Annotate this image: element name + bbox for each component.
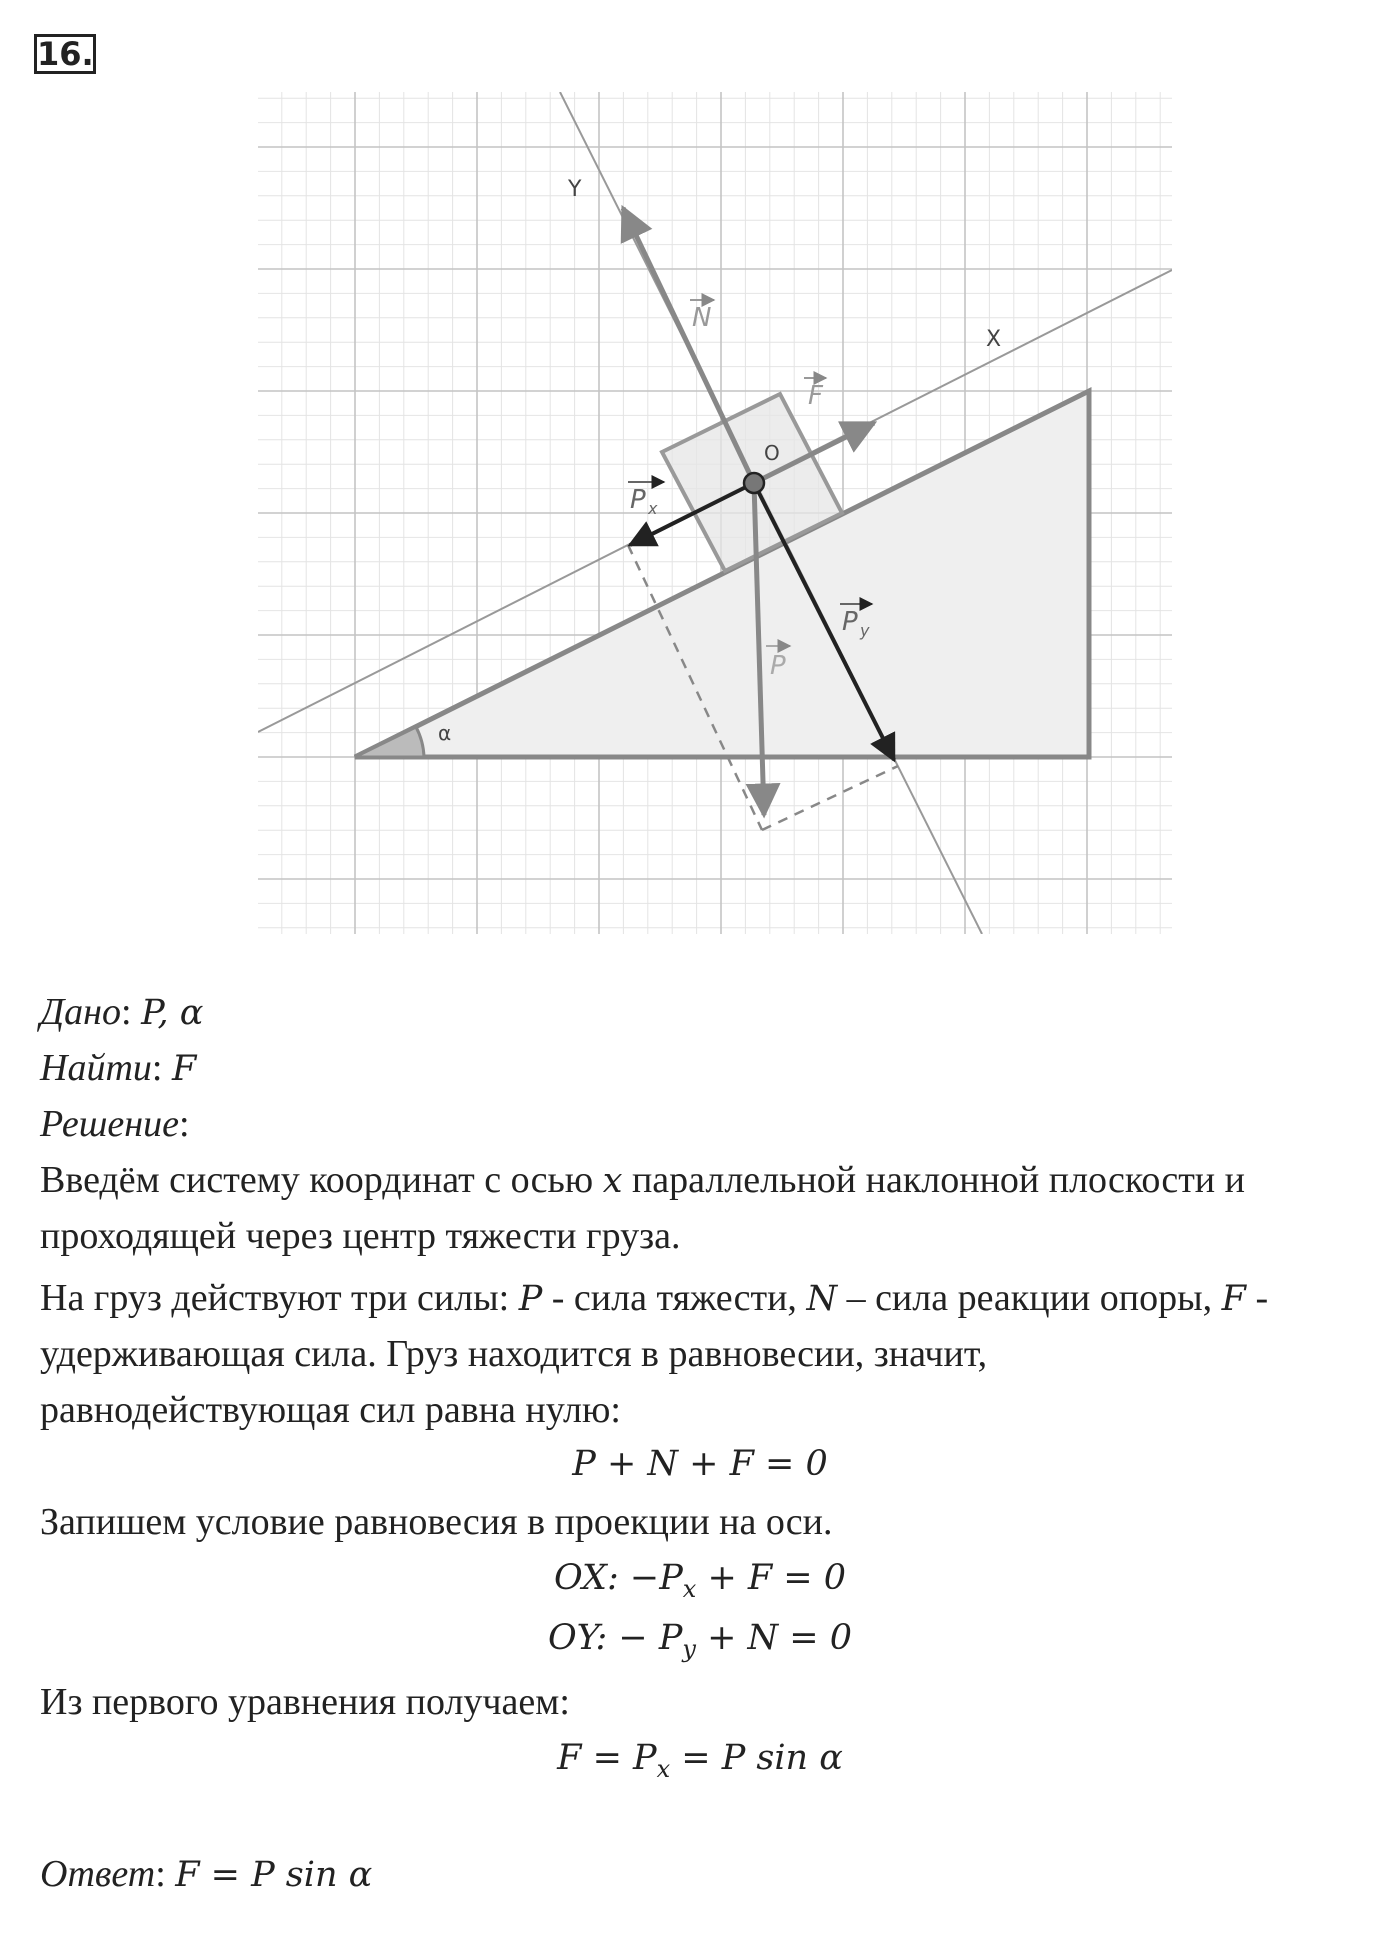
paragraph-1-line-1: Введём систему координат с осью x параллельной наклонной плоскости и [40, 1159, 1245, 1201]
find-line: Найти: F [40, 1047, 197, 1089]
dashed-projection-y [762, 766, 898, 830]
paragraph-4: Из первого уравнения получаем: [40, 1681, 570, 1723]
angle-label: α [438, 721, 452, 745]
equation-result: $F = P_x = P$ sin α [557, 1738, 843, 1783]
label-n [690, 300, 714, 333]
answer-line: Ответ: F = P sin α [40, 1853, 373, 1895]
equation-vector-sum: P + N + F = 0 [572, 1444, 828, 1484]
find-value: F [171, 1049, 197, 1089]
equation-ox: OX: $-P_x + F = 0$ [553, 1558, 847, 1603]
vec-p-inline: P [518, 1279, 543, 1319]
answer-value: F = P sin α [175, 1855, 373, 1895]
given-line: Дано: P, α [40, 991, 204, 1033]
vec-n-inline: N [806, 1279, 838, 1319]
origin-label: O [764, 441, 780, 465]
inclined-plane-figure [0, 0, 1400, 960]
origin-point [744, 473, 764, 493]
svg-text:P: P [842, 607, 858, 637]
y-axis-label: Y [568, 177, 582, 202]
svg-text:y: y [860, 621, 870, 640]
solution-label: Решение [40, 1103, 179, 1145]
paragraph-1-line-2: проходящей через центр тяжести груза. [40, 1215, 681, 1257]
problem-number: 16. [34, 34, 96, 74]
answer-label: Ответ [40, 1853, 156, 1895]
paragraph-2-line-2: удерживающая сила. Груз находится в равновесии, значит, [40, 1333, 988, 1375]
x-axis-label: X [986, 327, 1002, 352]
paragraph-2-line-3: равнодействующая сил равна нулю: [40, 1389, 621, 1431]
angle-arc [355, 727, 424, 757]
svg-text:F: F [808, 381, 823, 411]
svg-text:x: x [648, 499, 658, 518]
paragraph-3: Запишем условие равновесия в проекции на оси. [40, 1501, 833, 1543]
solution-heading: Решение: [40, 1103, 190, 1145]
vec-f-inline: F [1221, 1279, 1246, 1319]
equation-oy: OY: − $P_y + N = 0$ [547, 1618, 853, 1663]
find-label: Найти [40, 1047, 152, 1089]
paragraph-2-line-1: На груз действуют три силы: P - сила тяжести, N – сила реакции опоры, F - [40, 1277, 1269, 1319]
given-value: P, α [141, 993, 204, 1033]
given-label: Дано [40, 991, 122, 1033]
label-f [804, 378, 826, 411]
svg-text:P: P [630, 485, 646, 515]
svg-text:N: N [692, 303, 712, 333]
svg-text:P: P [770, 651, 786, 681]
